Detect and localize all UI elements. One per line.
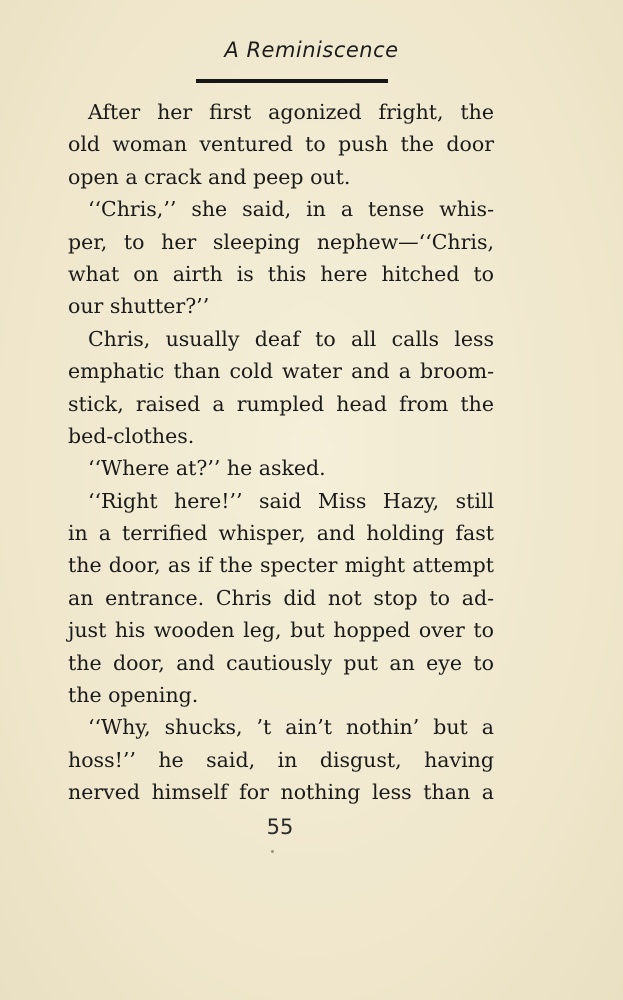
text-line: the opening.: [68, 683, 199, 708]
text-line: Chris, usually deaf to all calls less: [88, 326, 494, 351]
text-line: the door, as if the specter might attempt: [68, 553, 494, 578]
text-line: After her first agonized fright, the: [88, 100, 494, 124]
text-line: ‘‘Where at?’’ he asked.: [88, 456, 326, 481]
text-line: per, to her sleeping nephew—‘‘Chris,: [68, 229, 494, 254]
text-line: open a crack and peep out.: [68, 164, 351, 189]
text-line: ‘‘Chris,’’ she said, in a tense whis-: [88, 197, 494, 222]
body-text: [68, 96, 494, 809]
text-line: old woman ventured to push the door: [68, 132, 494, 157]
header-rule: [196, 79, 388, 83]
running-head: A Reminiscence: [224, 38, 399, 62]
text-line: the door, and cautiously put an eye to: [68, 650, 494, 675]
text-line: what on airth is this here hitched to: [68, 261, 494, 286]
text-line: an entrance. Chris did not stop to ad-: [68, 585, 494, 610]
text-line: in a terrified whisper, and holding fast: [68, 521, 494, 546]
text-line: ‘‘Why, shucks, ’t ain’t nothin’ but a: [88, 715, 494, 740]
text-line: bed-clothes.: [68, 423, 195, 448]
text-line: hoss!’’ he said, in disgust, having: [68, 747, 494, 772]
page-number: 55: [266, 815, 294, 839]
text-line: our shutter?’’: [68, 294, 210, 319]
text-line: emphatic than cold water and a broom-: [68, 359, 494, 384]
text-line: stick, raised a rumpled head from the: [68, 391, 494, 416]
text-line: ‘‘Right here!’’ said Miss Hazy, still: [88, 488, 494, 513]
text-line: nerved himself for nothing less than a: [68, 780, 494, 805]
paper-speck: [271, 850, 274, 853]
text-line: just his wooden leg, but hopped over to: [68, 618, 494, 643]
